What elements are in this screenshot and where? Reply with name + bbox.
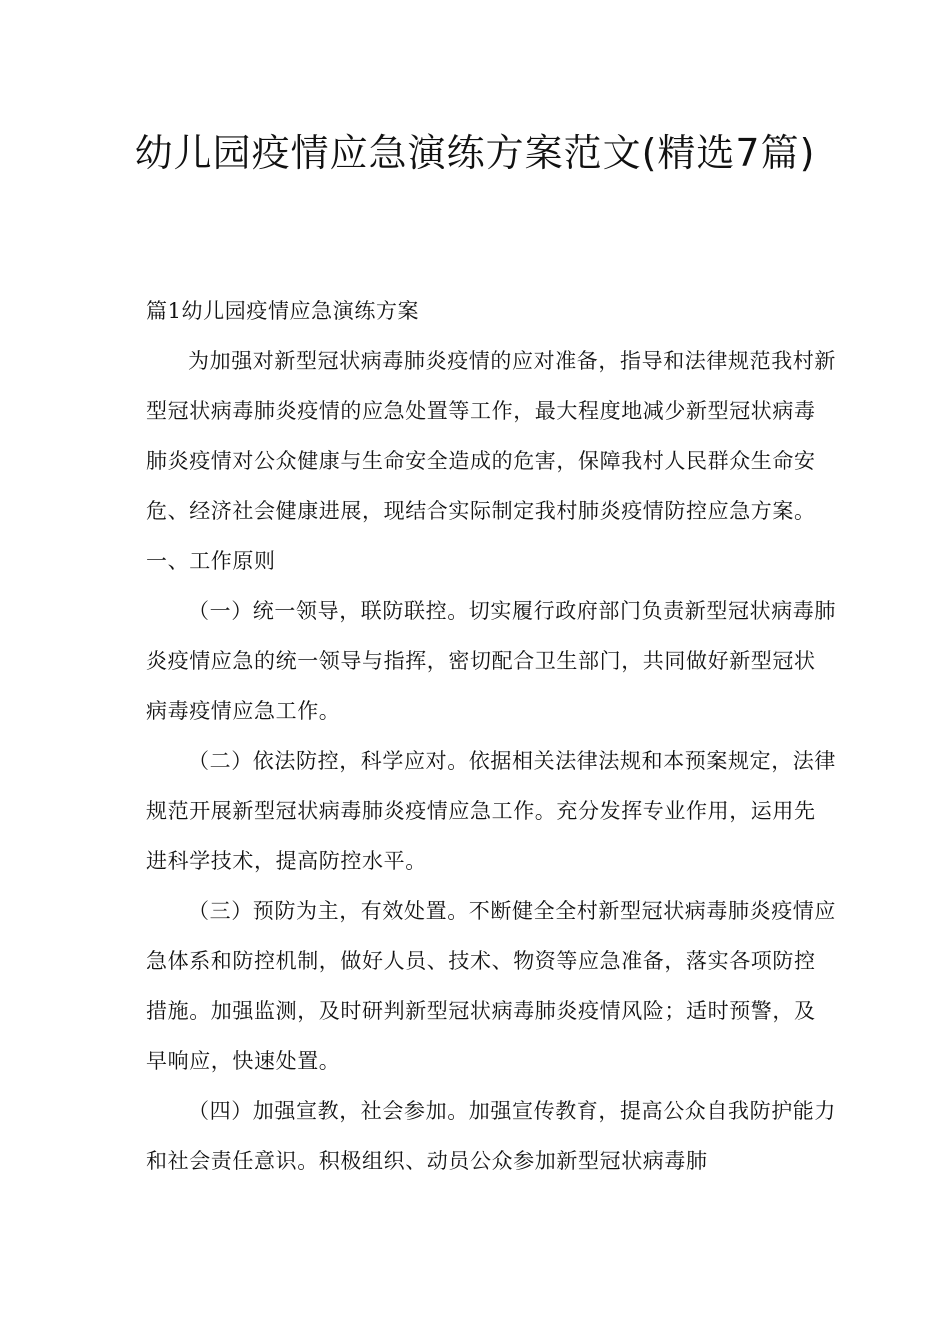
document-body (146, 286, 836, 1186)
paragraph-intro: 为加强对新型冠状病毒肺炎疫情的应对准备，指导和法律规范我村新型冠状病毒肺炎疫情的应急处置等工作，最大程度地减少新型冠状病毒肺炎疫情对公众健康与生命安全造成的危害，保障我村人民群众生命安危、经济社会健康进展，现结合实际制定我村肺炎疫情防控应急方案。 (146, 349, 836, 523)
heading-work-principles: 一、工作原则 (146, 549, 276, 573)
section-heading: 篇1幼儿园疫情应急演练方案 (146, 299, 420, 323)
paragraph-principle-3: （三）预防为主，有效处置。不断健全全村新型冠状病毒肺炎疫情应急体系和防控机制，做好人员、技术、物资等应急准备，落实各项防控措施。加强监测，及时研判新型冠状病毒肺炎疫情风险；适时预警，及早响应，快速处置。 (146, 899, 836, 1073)
paragraph-principle-1: （一）统一领导，联防联控。切实履行政府部门负责新型冠状病毒肺炎疫情应急的统一领导与指挥，密切配合卫生部门，共同做好新型冠状病毒疫情应急工作。 (146, 599, 836, 723)
paragraph-principle-4: （四）加强宣教，社会参加。加强宣传教育，提高公众自我防护能力和社会责任意识。积极组织、动员公众参加新型冠状病毒肺 (146, 1099, 836, 1173)
paragraph-principle-2: （二）依法防控，科学应对。依据相关法律法规和本预案规定，法律规范开展新型冠状病毒肺炎疫情应急工作。充分发挥专业作用，运用先进科学技术，提高防控水平。 (146, 749, 836, 873)
document-title: 幼儿园疫情应急演练方案范文(精选7篇) (134, 131, 816, 175)
